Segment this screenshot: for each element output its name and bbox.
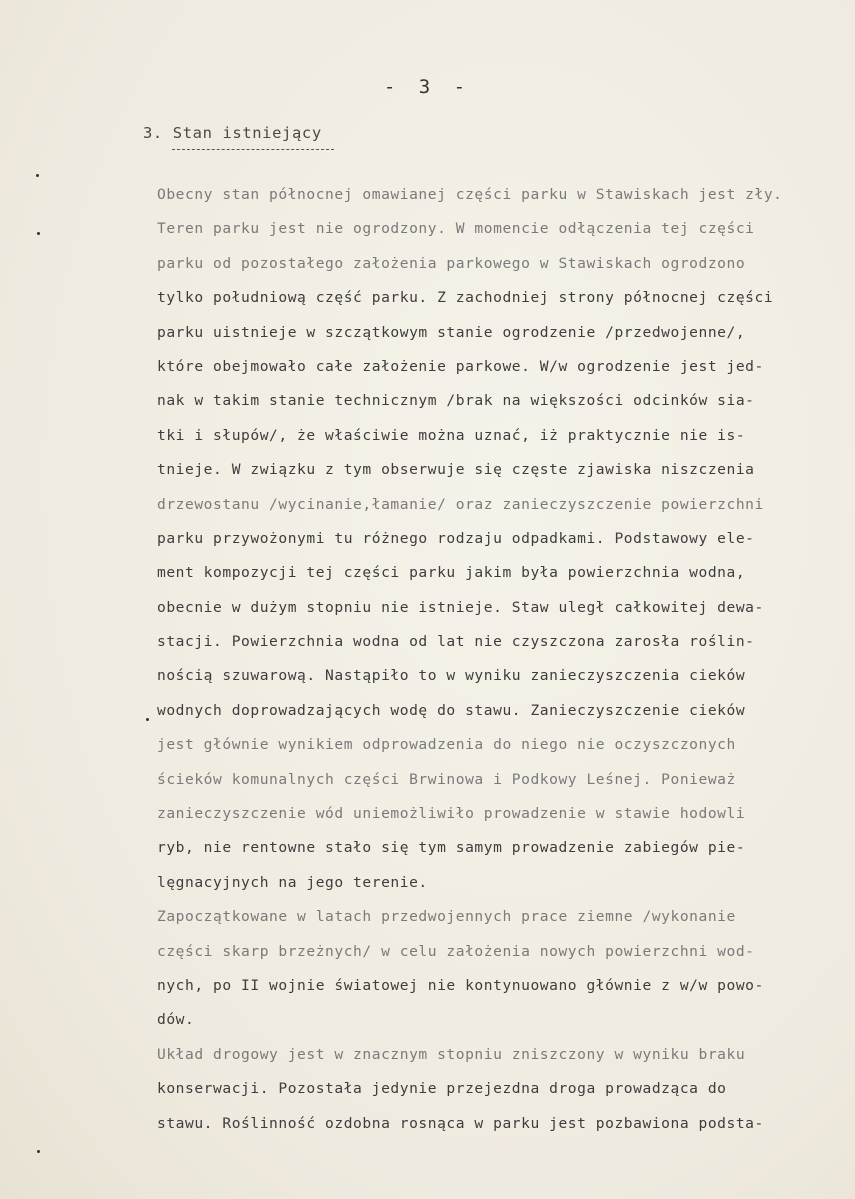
- text-line: parku uistnieje w szczątkowym stanie ogrodzenie /przedwojenne/,: [157, 323, 746, 341]
- title-underline: [172, 149, 334, 150]
- section-title: 3. Stan istniejący: [143, 124, 322, 142]
- margin-mark: [37, 232, 40, 235]
- margin-mark: [36, 174, 39, 177]
- text-line: ścieków komunalnych części Brwinowa i Podkowy Leśnej. Ponieważ: [157, 770, 736, 788]
- text-line: tki i słupów/, że właściwie można uznać, iż praktycznie nie is-: [157, 426, 746, 444]
- text-line: ment kompozycji tej części parku jakim była powierzchnia wodna,: [157, 564, 746, 582]
- text-line: tnieje. W związku z tym obserwuje się częste zjawiska niszczenia: [157, 461, 755, 479]
- text-line: Układ drogowy jest w znacznym stopniu zniszczony w wyniku braku: [157, 1045, 746, 1063]
- text-line: Zapoczątkowane w latach przedwojennych prace ziemne /wykonanie: [157, 908, 736, 926]
- text-line: nak w takim stanie technicznym /brak na większości odcinków sia-: [157, 392, 755, 410]
- text-line: parku od pozostałego założenia parkowego w Stawiskach ogrodzono: [157, 254, 746, 272]
- text-line: Teren parku jest nie ogrodzony. W momencie odłączenia tej części: [157, 220, 755, 238]
- text-line: Obecny stan północnej omawianej części parku w Stawiskach jest zły.: [157, 186, 783, 203]
- text-line: dów.: [157, 1011, 195, 1029]
- text-line: jest głównie wynikiem odprowadzenia do niego nie oczyszczonych: [157, 736, 736, 754]
- margin-mark: [37, 1150, 40, 1153]
- text-line: nością szuwarową. Nastąpiło to w wyniku zanieczyszczenia cieków: [157, 667, 746, 685]
- text-line: parku przywożonymi tu różnego rodzaju odpadkami. Podstawowy ele-: [157, 529, 755, 547]
- text-line: lęgnacyjnych na jego terenie.: [157, 873, 428, 891]
- text-line: które obejmowało całe założenie parkowe. W/w ogrodzenie jest jed-: [157, 357, 764, 375]
- text-line: tylko południową część parku. Z zachodniej strony północnej części: [157, 289, 774, 307]
- text-line: nych, po II wojnie światowej nie kontynuowano głównie z w/w powo-: [157, 976, 764, 994]
- body-text: [157, 178, 855, 1141]
- text-line: ryb, nie rentowne stało się tym samym prowadzenie zabiegów pie-: [157, 839, 746, 857]
- text-line: wodnych doprowadzających wodę do stawu. Zanieczyszczenie cieków: [157, 701, 746, 719]
- text-line: drzewostanu /wycinanie,łamanie/ oraz zanieczyszczenie powierzchni: [157, 495, 764, 513]
- text-line: części skarp brzeżnych/ w celu założenia nowych powierzchni wod-: [157, 942, 755, 960]
- text-line: stacji. Powierzchnia wodna od lat nie czyszczona zarosła roślin-: [157, 633, 755, 651]
- text-line: zanieczyszczenie wód uniemożliwiło prowadzenie w stawie hodowli: [157, 805, 746, 823]
- margin-mark: [146, 718, 149, 721]
- text-line: stawu. Roślinność ozdobna rosnąca w parku jest pozbawiona podsta-: [157, 1114, 764, 1132]
- text-line: obecnie w dużym stopniu nie istnieje. Staw uległ całkowitej dewa-: [157, 598, 764, 616]
- text-line: konserwacji. Pozostała jedynie przejezdna droga prowadząca do: [157, 1080, 727, 1098]
- page-number: - 3 -: [383, 76, 472, 98]
